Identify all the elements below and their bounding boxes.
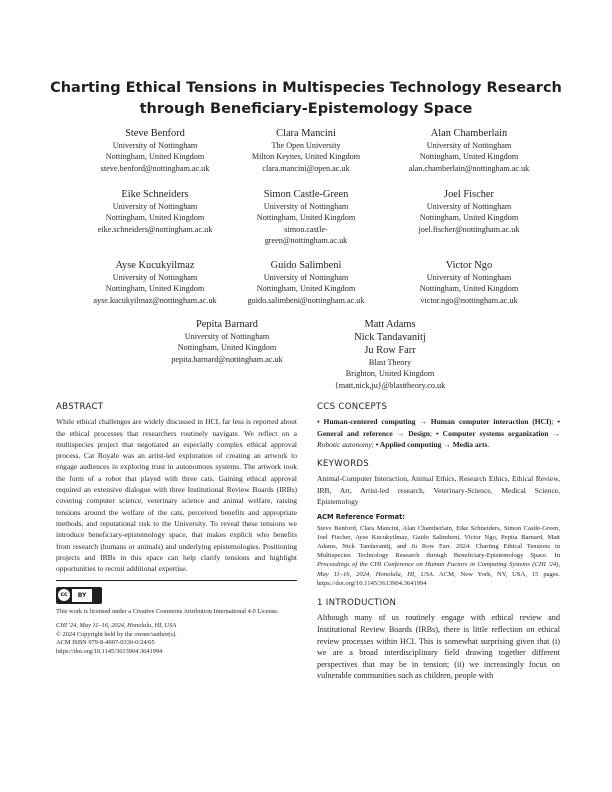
author-affiliation: University of Nottingham [184, 332, 270, 341]
right-column [317, 402, 560, 682]
license-block [56, 587, 297, 617]
author-name: Matt Adams [364, 319, 416, 330]
doi-link[interactable]: https://doi.org/10.1145/3613904.3641994 [56, 647, 163, 655]
paper-title [40, 78, 572, 120]
ccs-item: • Computer systems organization → [436, 428, 560, 438]
author-name: Simon Castle-Green [263, 189, 349, 200]
author-name: Pepita Barnard [195, 319, 259, 330]
author-location: Nottingham, United Kingdom [256, 284, 356, 294]
author-email[interactable]: {matt,nick,ju}@blasttheory.co.uk [334, 380, 446, 390]
ccs-heading: CCS CONCEPTS [317, 402, 388, 412]
author-name: Victor Ngo [445, 260, 493, 271]
author-location: Nottingham, United Kingdom [419, 152, 519, 162]
author-affiliation: University of Nottingham [112, 273, 198, 282]
author-location: Nottingham, United Kingdom [419, 284, 519, 294]
author-block [70, 127, 240, 174]
author-affiliation: University of Nottingham [426, 141, 512, 150]
author-name: Joel Fischer [444, 189, 494, 200]
ccs-separator: ; [429, 428, 436, 438]
abstract-text: While ethical challenges are widely discussed in HCI, far less is reported about the ethical processes that researchers routinely navigate. We reflect on a multispecies project that negotiated an especially complex ethical approval process. Cat Royale was an artist-led exploration of creating an artwork to engage audiences in exploring trust in autonomous systems. The artwork took the form of a robot that played with three cats. Gaining ethical approval required an extensive dialogue with three Institutional Review Boards (IRBs) covering computer science, veterinary science and animal welfare, raising tensions around the welfare of the cats, perceived benefits and appropriate methods, and reputational risk to the University. To reveal these tensions we introduce beneficiary-epistemology space, that makes explicit who benefits from research (humans or animals) and underlying epistemologies. Positioning projects and IRBs in this space can help clarify tensions and highlight opportunities to recruit additional expertise. [56, 417, 297, 574]
author-location: Nottingham, United Kingdom [105, 152, 205, 162]
abstract-heading: ABSTRACT [56, 402, 104, 412]
ccs-item-italic: Robotic autonomy [317, 439, 372, 449]
conference-line: CHI '24, May 11–16, 2024, Honolulu, HI, USA [56, 622, 177, 630]
ccs-item: • General and reference → Design [317, 417, 560, 438]
author-affiliation: University of Nottingham [426, 202, 512, 211]
copyright-line: © 2024 Copyright held by the owner/author(s). [56, 630, 177, 638]
author-email[interactable]: eike.schneiders@nottingham.ac.uk [97, 224, 213, 234]
author-name: Ayse Kucukyilmaz [115, 260, 195, 271]
author-name: Nick Tandavanitj [354, 332, 426, 343]
author-location: Nottingham, United Kingdom [105, 213, 205, 223]
author-block-blast-theory [305, 318, 475, 391]
author-affiliation: University of Nottingham [263, 273, 349, 282]
author-name: Clara Mancini [276, 128, 336, 139]
ccs-separator: ; [551, 417, 558, 427]
author-affiliation: University of Nottingham [426, 273, 512, 282]
author-name: Guido Salimbeni [270, 260, 342, 271]
author-name: Ju Row Farr [364, 345, 416, 356]
title-line-2: through Beneficiary-Epistemology Space [139, 101, 473, 117]
ccs-item: • Applied computing → Media arts [375, 439, 488, 449]
author-email[interactable]: pepita.barnard@nottingham.ac.uk [171, 354, 283, 364]
author-block [70, 188, 240, 235]
author-affiliation: University of Nottingham [263, 202, 349, 211]
author-affiliation: University of Nottingham [112, 141, 198, 150]
by-icon: BY [72, 589, 92, 602]
author-location: Nottingham, United Kingdom [177, 343, 277, 353]
author-location: Nottingham, United Kingdom [105, 284, 205, 294]
author-affiliation: Blast Theory [368, 358, 412, 367]
acm-reference-heading: ACM Reference Format: [317, 513, 405, 522]
author-block [142, 318, 312, 365]
reference-proceedings: Proceedings of the CHI Conference on Human Factors in Computing Systems (CHI '24), May 11–16, 2024, Honolulu, HI, USA. [317, 561, 560, 578]
introduction-heading: 1 INTRODUCTION [317, 598, 397, 609]
author-affiliation: University of Nottingham [112, 202, 198, 211]
author-block [221, 127, 391, 174]
author-location: Nottingham, United Kingdom [419, 213, 519, 223]
isbn-line: ACM ISBN 979-8-4007-0330-0/24/05 [56, 639, 155, 647]
author-email[interactable]: green@nottingham.ac.uk [264, 236, 348, 246]
author-affiliation: The Open University [271, 141, 341, 150]
ccs-end: . [487, 439, 490, 449]
author-name: Eike Schneiders [121, 189, 189, 200]
author-block [384, 188, 554, 235]
author-email[interactable]: victor.ngo@nottingham.ac.uk [420, 295, 518, 305]
author-email[interactable]: joel.fischer@nottingham.ac.uk [418, 224, 520, 234]
license-text: This work is licensed under a Creative Commons Attribution International 4.0 License. [56, 608, 279, 616]
author-email[interactable]: guido.salimbeni@nottingham.ac.uk [247, 295, 365, 305]
ccs-item: • Human-centered computing → Human computer interaction (HCI) [317, 417, 552, 427]
keywords-heading: KEYWORDS [317, 459, 370, 470]
title-line-1: Charting Ethical Tensions in Multispecies Technology Research [50, 80, 562, 96]
author-location: Milton Keynes, United Kingdom [251, 152, 361, 162]
acm-reference-text [317, 524, 560, 588]
author-location: Brighton, United Kingdom [345, 369, 435, 379]
author-email[interactable]: steve.benford@nottingham.ac.uk [100, 163, 210, 173]
reference-doi[interactable]: ACM, New York, NY, USA, 15 pages. https://doi.org/10.1145/3613904.3641994 [317, 570, 560, 587]
introduction-text: Although many of us routinely engage with ethical review and Institutional Review Boards (IRBs), there is little reflection on ethical review processes within HCI. This is somewhat surprising given that (i) we are a broad interdisciplinary field drawing together different perspectives that may be in tension; (ii) we increasingly focus on vulnerable communities such as children, people with [317, 613, 560, 681]
left-column [56, 402, 297, 656]
keywords-text: Animal-Computer Interaction, Animal Ethics, Research Ethics, Ethical Review, IRB, Art, Artist-led research, Veterinary-Science, Medical Science, Epistemology [317, 474, 560, 507]
author-block [70, 259, 240, 306]
reference-text: Steve Benford, Clara Mancini, Alan Chamberlain, Eike Schneiders, Simon Castle-Green, Joel Fischer, Ayse Kucukyilmaz, Guido Salimbeni, Victor Ngo, Pepita Barnard, Matt Adams, Nick Tandavanitj, and Ju Row Farr. 2024. Charting Ethical Tensions in Multispecies Technology Research through Beneficiary-Epistemology Space. In [317, 524, 560, 560]
author-block [384, 259, 554, 306]
author-email[interactable]: clara.mancini@open.ac.uk [262, 163, 350, 173]
creative-commons-badge[interactable] [56, 587, 102, 604]
license-divider [56, 580, 297, 581]
author-name: Steve Benford [125, 128, 185, 139]
author-email[interactable]: alan.chamberlain@nottingham.ac.uk [408, 163, 530, 173]
cc-icon: cc [58, 589, 70, 601]
author-email[interactable]: simon.castle- [284, 224, 328, 234]
ccs-separator: ; [371, 439, 376, 449]
ccs-concepts [317, 416, 560, 450]
author-block [221, 188, 391, 247]
author-email[interactable]: ayse.kucukyilmaz@nottingham.ac.uk [93, 295, 217, 305]
author-location: Nottingham, United Kingdom [256, 213, 356, 223]
author-block [384, 127, 554, 174]
author-block [221, 259, 391, 306]
author-name: Alan Chamberlain [430, 128, 508, 139]
